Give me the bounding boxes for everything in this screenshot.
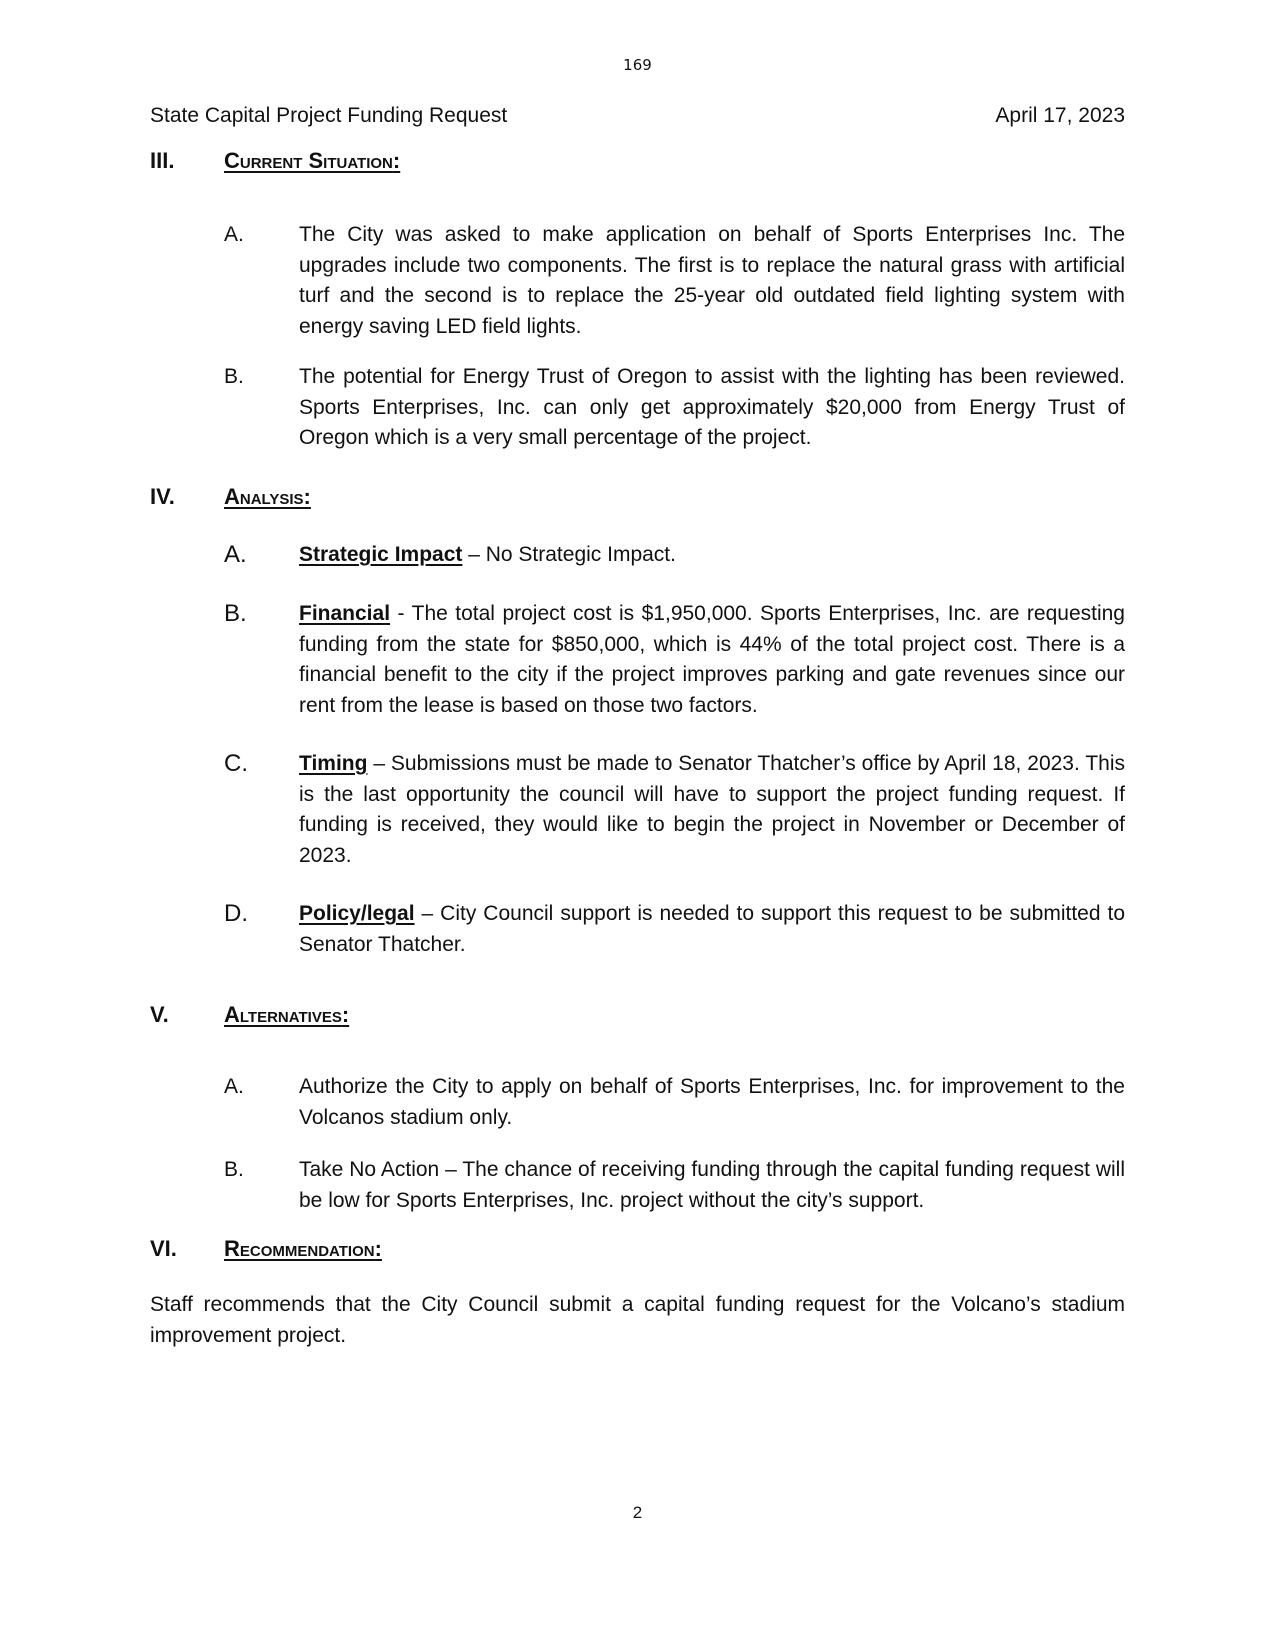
item-letter: C. xyxy=(224,750,248,777)
top-page-number: 169 xyxy=(623,56,652,74)
item-text: Strategic Impact – No Strategic Impact. xyxy=(299,543,676,566)
section-title: Current Situation xyxy=(224,148,393,173)
recommendation-text: Staff recommends that the City Council submit a capital funding request for the Volcano’s stadium improvement project. xyxy=(150,1293,1125,1347)
item-text: Take No Action – The chance of receiving funding through the capital funding request will be low for Sports Enterprises, Inc. project without the city’s support. xyxy=(299,1158,1125,1212)
item-letter: A. xyxy=(224,223,244,246)
section-title: Alternatives xyxy=(224,1002,342,1027)
item-lead: Policy/legal xyxy=(299,902,415,925)
section-title: Recommendation xyxy=(224,1236,375,1261)
item-text: Policy/legal – City Council support is needed to support this request to be submitted to Senator Thatcher. xyxy=(299,902,1125,956)
section-numeral: IV. xyxy=(150,484,175,509)
section-numeral: V. xyxy=(150,1002,169,1027)
item-text: Financial - The total project cost is $1,950,000. Sports Enterprises, Inc. are requesting funding from the state for $850,000, which is 44% of the total project cost. There is a financial benefit to the city if the project improves parking and gate revenues since our rent from the lease is based on those two factors. xyxy=(299,602,1125,717)
document-date: April 17, 2023 xyxy=(995,104,1125,127)
section-numeral: VI. xyxy=(150,1236,177,1261)
document-title: State Capital Project Funding Request xyxy=(150,104,508,127)
section-heading-current-situation: III. Current Situation: xyxy=(150,148,401,173)
item-lead: Financial xyxy=(299,602,391,625)
item-text: The City was asked to make application on behalf of Sports Enterprises Inc. The upgrades include two components. The first is to replace the natural grass with artificial turf and the second is to replace the 25-year old outdated field lighting system with energy saving LED field lights. xyxy=(299,223,1125,338)
item-letter: B. xyxy=(224,600,247,627)
bottom-page-number: 2 xyxy=(632,1503,643,1522)
item-lead: Timing xyxy=(299,752,368,775)
item-letter: B. xyxy=(224,1158,244,1181)
section-heading-alternatives: V. Alternatives: xyxy=(150,1002,350,1027)
item-letter: A. xyxy=(224,1075,244,1098)
item-letter: B. xyxy=(224,365,244,388)
item-lead: Strategic Impact xyxy=(299,543,463,566)
item-text: The potential for Energy Trust of Oregon to assist with the lighting has been reviewed. Sports Enterprises, Inc. can only get approximately $20,000 from Energy Trust of Oregon which is a very small percentage of the project. xyxy=(299,365,1125,449)
item-text: Authorize the City to apply on behalf of Sports Enterprises, Inc. for improvement to the Volcanos stadium only. xyxy=(299,1075,1125,1129)
section-heading-analysis: IV. Analysis: xyxy=(150,484,311,509)
section-title: Analysis xyxy=(224,484,304,509)
section-numeral: III. xyxy=(150,148,175,173)
item-letter: D. xyxy=(224,900,248,927)
item-letter: A. xyxy=(224,541,247,568)
section-heading-recommendation: VI. Recommendation: xyxy=(150,1236,382,1261)
item-text: Timing – Submissions must be made to Senator Thatcher’s office by April 18, 2023. This is the last opportunity the council will have to support the project funding request. If funding is received, they would like to begin the project in November or December of 2023. xyxy=(299,752,1125,867)
